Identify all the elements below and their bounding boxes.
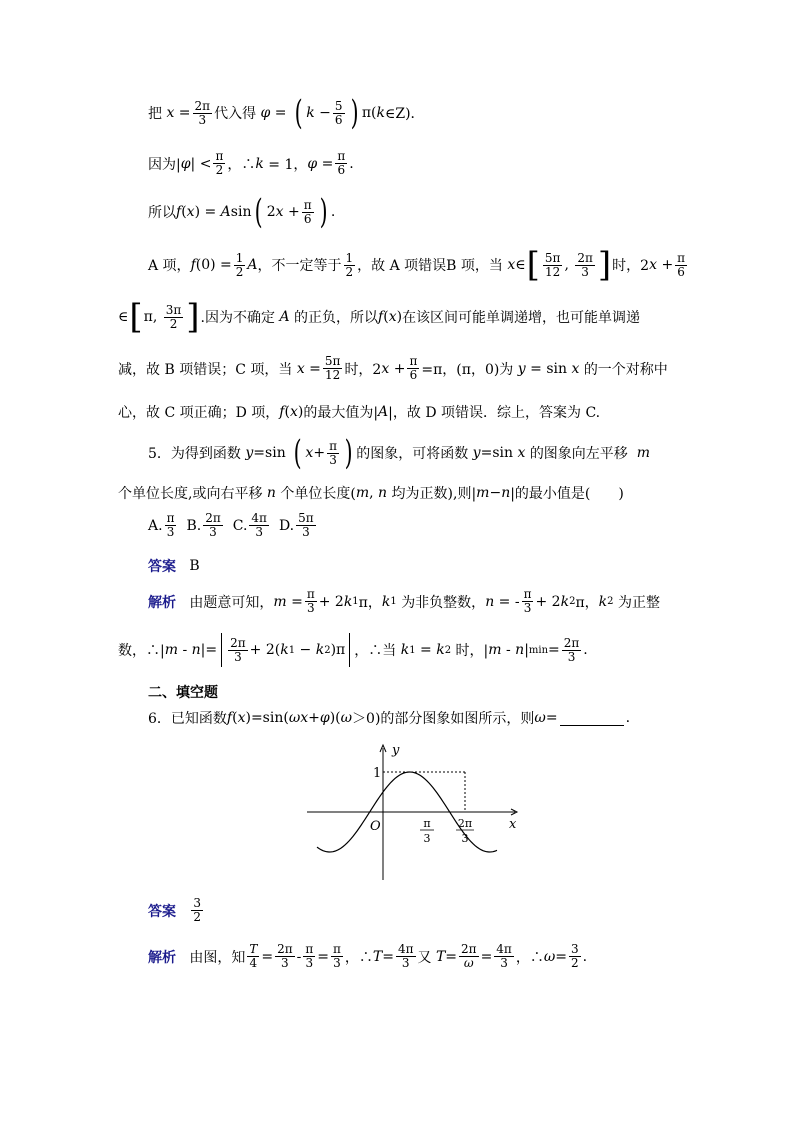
- line-4: A 项， f (0) = $\frac{1}{2}$ A ，不一定等于 $\frac{1}{2}$ ，故 A 项错误B 项，当 x ∈ [ $\frac{5\pi}{12}$ , $\frac{2\pi}{3}$ ] 时，2 x + $\frac{\pi}{6}$: [148, 245, 686, 285]
- sine-graph: [297, 740, 529, 886]
- text: ∈: [515, 257, 526, 273]
- fraction: $\frac{5}{6}$: [334, 98, 343, 127]
- text: 为非负整数，: [401, 594, 486, 611]
- text: π(: [361, 105, 377, 121]
- answer-label: 答案: [148, 903, 176, 920]
- text: 在该区间可能单调递增，也可能单调递: [402, 310, 641, 326]
- line-5: ∈ [ π, $\frac{3\pi}{2}$ ] .因为不确定 A 的正负，所以 f ( x ) 在该区间可能单调递增，也可能单调递: [118, 297, 641, 337]
- text: 减，故 B 项错误；C 项，当: [118, 361, 293, 378]
- text: 时，|: [455, 643, 489, 659]
- fraction: $\frac{5\pi}{12}$: [544, 250, 561, 279]
- text: |，故 D 项错误．综上，答案为 C.: [388, 405, 601, 421]
- origin-label: O: [370, 819, 381, 834]
- text: =π，(π，0)为: [421, 361, 514, 378]
- text: 所以: [148, 205, 176, 221]
- question-5-line-1: 5．为得到函数 y =sin ( x + $\frac{\pi}{3}$ ) 的图象，可将函数 y =sin x 的图象向左平移 m: [148, 433, 650, 473]
- section-heading: [148, 682, 218, 702]
- text: 二、填空题: [148, 685, 218, 701]
- tick-pi3-den: 3: [423, 832, 431, 845]
- text: ，∴: [515, 949, 544, 966]
- fraction: $\frac{\pi}{6}$: [303, 197, 312, 226]
- text: | <: [190, 155, 212, 172]
- option-letter: A.: [148, 517, 163, 534]
- text: )(: [329, 710, 341, 726]
- fraction: $\frac{\pi}{6}$: [677, 250, 686, 279]
- text: 的一个对称中: [583, 361, 668, 378]
- text: 5．为得到函数: [148, 446, 241, 462]
- fraction: $\frac{\pi}{3}$: [306, 587, 315, 615]
- y-axis-label: y: [392, 743, 400, 758]
- text: 代入得: [214, 106, 257, 122]
- text: =sin(: [250, 710, 289, 726]
- question-6: 6．已知函数 f ( x ) =sin( ωx + φ )( ω ＞0)的部分图象如图所示，则 ω = .: [148, 710, 631, 727]
- text: 由图，知: [189, 949, 246, 966]
- text: |的最小值是( ): [510, 486, 624, 502]
- text: = 1，: [268, 156, 308, 173]
- text: 为正整: [617, 594, 660, 611]
- fraction: $\frac{1}{2}$: [235, 250, 244, 279]
- text: 个单位长度,或向右平移: [118, 486, 263, 502]
- solution-label: 解析: [148, 949, 176, 966]
- fraction: $\frac{\pi}{3}$: [329, 438, 337, 467]
- text: 的正负，所以: [294, 310, 379, 326]
- text: 的图象，可将函数: [356, 446, 469, 462]
- option-b[interactable]: [186, 512, 224, 539]
- text: 数，∴|: [118, 643, 165, 659]
- fraction: $\frac{2\pi}{3}$: [563, 635, 580, 664]
- text: =: [321, 155, 334, 172]
- line-3: 所以 f ( x ) = A sin ( 2 x + $\frac{\pi}{6}$ ) .: [148, 192, 336, 232]
- fraction: $\frac{\pi}{3}$: [333, 942, 341, 970]
- fraction: $\frac{2\pi}{3}$: [194, 98, 211, 127]
- y-one-label: 1: [373, 766, 382, 781]
- text: ，∴: [227, 156, 256, 173]
- option-c[interactable]: [233, 512, 271, 539]
- text: ＞0)的部分图象如图所示，则: [352, 711, 535, 727]
- text: 时，2: [344, 361, 382, 378]
- text: 的最大值为|: [303, 405, 379, 421]
- x-axis-label: x: [509, 817, 517, 832]
- fraction: $\frac{5\pi}{3}$: [298, 511, 314, 539]
- answer-6: [148, 897, 205, 924]
- question-5-options: [148, 512, 318, 539]
- text: 由题意可知，: [189, 594, 274, 611]
- text: .因为不确定: [200, 310, 275, 326]
- option-letter: D.: [278, 517, 295, 534]
- text: =: [545, 710, 558, 726]
- solution-6: 解析 由图，知 $\frac{T}{4}$ = $\frac{2\pi}{3}$ - $\frac{\pi}{3}$ = $\frac{\pi}{3}$ ，∴ T = $\frac{4\pi}{3}$ 又 T = $\frac{2\pi}{\omega}$ = $\frac{4\pi}{3}$ ，∴ ω = $\frac{3}{2}$ .: [148, 942, 588, 970]
- tick-2pi3-den: 3: [461, 832, 469, 845]
- answer-label: 答案: [148, 559, 176, 575]
- text: ，∴: [344, 949, 373, 966]
- fraction: $\frac{5\pi}{12}$: [324, 354, 341, 382]
- solution-label: 解析: [148, 594, 176, 611]
- solution-5-line-2: 数，∴| m - n |= $\frac{2\pi}{3}$ + 2( k 1 − k 2 )π ，∴当 k 1 = k 2 时，| m - n | min = $\frac{2\pi}{3}$ .: [118, 633, 588, 667]
- text: 的图象向左平移: [529, 446, 628, 462]
- fraction: $\frac{\pi}{3}$: [523, 587, 532, 615]
- text: ∈: [118, 309, 129, 325]
- fraction: $\frac{\pi}{6}$: [337, 149, 346, 177]
- text: 把: [148, 106, 162, 122]
- fraction: $\frac{2\pi}{\omega}$: [461, 942, 477, 970]
- text: ，不一定等于: [257, 258, 342, 274]
- line-6: 减，故 B 项错误；C 项，当 x = $\frac{5\pi}{12}$ 时，2 x + $\frac{\pi}{6}$ =π，(π，0)为 y = sin x 的一个对称中: [118, 354, 668, 382]
- text: sin: [230, 204, 252, 220]
- fraction: $\frac{2\pi}{3}$: [230, 635, 246, 664]
- option-a[interactable]: [148, 512, 178, 539]
- fraction: $\frac{2\pi}{3}$: [205, 511, 221, 539]
- text: A 项，: [148, 258, 191, 274]
- question-5-line-2: 个单位长度,或向右平移 n 个单位长度( m , n 均为正数),则| m − n |的最小值是( ): [118, 485, 624, 502]
- fraction: $\frac{1}{2}$: [345, 250, 354, 279]
- tick-2pi3-num: 2π: [457, 817, 473, 830]
- line-7: 心，故 C 项正确；D 项， f ( x ) 的最大值为| A |，故 D 项错误．综上，答案为 C.: [118, 404, 601, 421]
- fraction: $\frac{\pi}{2}$: [215, 149, 224, 177]
- fraction: $\frac{2\pi}{3}$: [577, 250, 593, 279]
- answer-value: $\frac{3}{2}$: [193, 896, 201, 924]
- option-d[interactable]: [279, 512, 318, 539]
- text: 又: [417, 949, 432, 966]
- text: ，故 A 项错误B 项，当: [357, 258, 503, 274]
- fraction: $\frac{\pi}{3}$: [166, 511, 175, 539]
- fraction: $\frac{T}{4}$: [249, 942, 258, 970]
- text: |=: [200, 642, 218, 658]
- tick-pi3-num: π: [423, 817, 431, 830]
- answer-value: B: [189, 558, 200, 574]
- fraction: $\frac{2\pi}{3}$: [277, 942, 293, 970]
- text: 心，故 C 项正确；D 项，: [118, 405, 280, 421]
- option-letter: B.: [186, 517, 202, 534]
- fraction: $\frac{\pi}{3}$: [305, 942, 314, 970]
- text: 因为|: [148, 156, 181, 173]
- solution-5-line-1: 解析 由题意可知， m = $\frac{\pi}{3}$ + 2 k 1 π， k 1 为非负整数， n = - $\frac{\pi}{3}$ + 2 k 2 π， k 2 为正整: [148, 587, 660, 615]
- text: ，∴当: [354, 643, 397, 659]
- text: =: [548, 642, 560, 658]
- line-2: 因为| φ | < $\frac{\pi}{2}$ ，∴ k = 1， φ = $\frac{\pi}{6}$ .: [148, 149, 354, 177]
- text: 个单位长度(: [280, 486, 356, 502]
- line-1: 把 x = $\frac{2\pi}{3}$ 代入得 φ = ( k − $\frac{5}{6}$ ) π( k ∈Z)．: [148, 93, 425, 133]
- fraction: $\frac{4\pi}{3}$: [496, 942, 512, 970]
- fraction: $\frac{4\pi}{3}$: [251, 511, 267, 539]
- text: ∈Z)．: [384, 106, 425, 122]
- text: 时，2: [612, 258, 650, 274]
- text: +: [661, 257, 674, 273]
- fraction: $\frac{4\pi}{3}$: [397, 942, 414, 970]
- answer-blank[interactable]: [560, 711, 624, 726]
- text: 6．已知函数: [148, 711, 227, 727]
- text: 均为正数),则|: [391, 486, 477, 502]
- fraction: $\frac{3}{2}$: [570, 942, 579, 970]
- option-letter: C.: [232, 517, 248, 534]
- fraction: $\frac{\pi}{6}$: [409, 354, 418, 382]
- answer-5: [148, 556, 200, 576]
- fraction: $\frac{3\pi}{2}$: [165, 302, 182, 331]
